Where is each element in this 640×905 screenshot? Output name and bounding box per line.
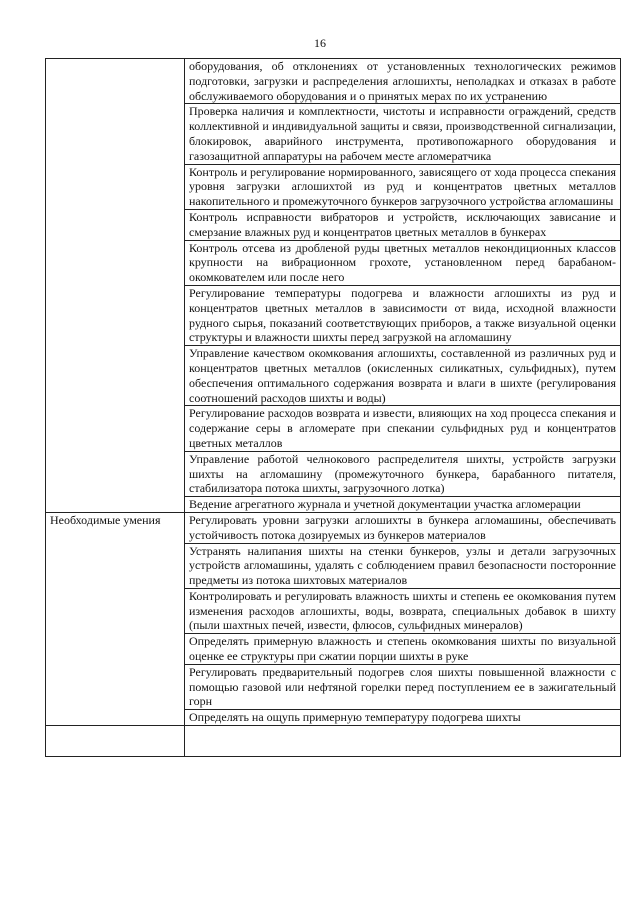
item-text: Регулировать уровни загрузки аглошихты в бункера агломашины, обеспечивать устойчивость потока дозируемых из бункеров материалов [185, 512, 621, 543]
qualification-table [45, 58, 621, 757]
item-text: Управление работой челнокового распределителя шихты, устройств загрузки шихты на агломашину (промежуточного бункера, барабанного питателя, стабилизатора потока шихты, загрузочного лотка) [185, 451, 621, 496]
item-text: Регулирование температуры подогрева и влажности аглошихты из руд и концентратов цветных металлов в зависимости от вида, исходной влажности рудного сырья, показаний соответствующих приборов, а также визуальной оценки структуры и влажности шихты перед загрузкой на агломашину [185, 285, 621, 345]
page-number: 16 [314, 36, 326, 50]
empty-cell [46, 726, 185, 757]
item-text: Определять на ощупь примерную температуру подогрева шихты [185, 710, 621, 726]
item-text: Определять примерную влажность и степень окомкования шихты по визуальной оценке ее структуры при сжатии порции шихты в руке [185, 634, 621, 665]
item-text: Регулирование расходов возврата и извести, влияющих на ход процесса спекания и содержание серы в агломерате при спекании сульфидных руд и концентратов цветных металлов [185, 406, 621, 451]
item-text: Ведение агрегатного журнала и учетной документации участка агломерации [185, 497, 621, 513]
empty-cell [185, 726, 621, 757]
table-row [46, 512, 621, 543]
item-text: Устранять налипания шихты на стенки бункеров, узлы и детали загрузочных устройств агломашины, удалять с соблюдением правил безопасности посторонние предметы из потока шихтовых материалов [185, 543, 621, 588]
continuation-row [46, 726, 621, 757]
table-row [46, 59, 621, 104]
item-text: оборудования, об отклонениях от установленных технологических режимов подготовки, загрузки и распределения аглошихты, неполадках и отказах в работе обслуживаемого оборудования и о принятых мерах по их устранению [185, 59, 621, 104]
item-text: Проверка наличия и комплектности, чистоты и исправности ограждений, средств коллективной и индивидуальной защиты и связи, производственной сигнализации, блокировок, аварийного инструмента, противопожарного оборудования и газозащитной аппаратуры на рабочем месте агломератчика [185, 104, 621, 164]
table-body [46, 59, 621, 757]
item-text: Управление качеством окомкования аглошихты, составленной из различных руд и концентратов цветных металлов (окисленных силикатных, сульфидных), путем обеспечения оптимального содержания возврата и влаги в шихте (регулирования соотношений расходов шихты и воды) [185, 346, 621, 406]
item-text: Контроль исправности вибраторов и устройств, исключающих зависание и смерзание влажных руд и концентратов цветных металлов в бункерах [185, 209, 621, 240]
item-text: Регулировать предварительный подогрев слоя шихты повышенной влажности с помощью газовой или нефтяной горелки перед поступлением ее в зажигательный горн [185, 664, 621, 709]
section-label: Необходимые умения [46, 512, 185, 725]
item-text: Контролировать и регулировать влажность шихты и степень ее окомкования путем изменения расходов аглошихты, воды, возврата, специальных добавок в шихту (пыли шахтных печей, извести, флюсов, сульфидных минералов) [185, 588, 621, 633]
section-label [46, 59, 185, 513]
item-text: Контроль и регулирование нормированного, зависящего от хода процесса спекания уровня загрузки аглошихтой из руд и концентратов цветных металлов накопительного и промежуточного бункеров загрузочного устройства агломашины [185, 164, 621, 209]
item-text: Контроль отсева из дробленой руды цветных металлов некондиционных классов крупности на вибрационном грохоте, установленном перед барабаном-окомкователем или после него [185, 240, 621, 285]
